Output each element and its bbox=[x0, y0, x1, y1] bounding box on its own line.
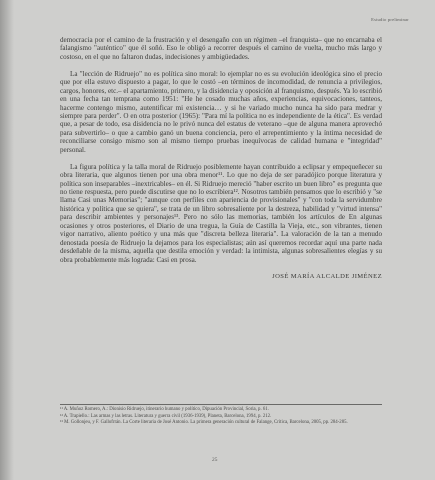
paragraph: democracia por el camino de la frustración y el desengaño con un régimen –el franquista– que no encarnaba el falangismo "auténtico" que él soñó. Eso le obligó a recorrer después el camino de vuelta, mucho más largo y costoso, en el que no faltaron dudas, indecisiones y ambigüedades. bbox=[60, 36, 382, 61]
footnote-rule bbox=[60, 404, 382, 405]
footnote: ¹³ M. Gollonjeu, y F. Gallofrrán. La Corte literaria de José Antonio. La primera generación cultural de Falange, Crítica, Barcelona, 2005, pp. 284-285. bbox=[60, 420, 348, 426]
page-number: 25 bbox=[212, 457, 218, 463]
paragraph: La "lección de Ridruejo" no es política sino moral: lo ejemplar no es su evolución ideológica sino el precio que por ella estuvo dispuesto a pagar, lo que le costó –en términos de incomodidad, de renuncia a privilegios, cargos, honores, etc.– el apartamiento, primero, y la disidencia y oposición al franquismo, después. Ya lo escribió en una fecha tan temprana como 1951: "He he cosado muchas años, experiencias, equivocaciones, tanteos, hacerme contengo mismo, autentificar mi existencia… y si he variado mucho nunca ha sido para medrar y siempre para perder". O en otra posterior (1965): "Para mí la política no es independiente de la ética". Es verdad que, a pesar de todo, esa disidencia no le privó nunca del estatus de veterano –que de alguna manera aprovechó para subvertirlo– o que a cambio ganó un buena conciencia, pero el arrepentimiento y la íntima necesidad de reconciliarse consigo mismo son al mismo tiempo pruebas inequívocas de calidad humana e "integridad" personal. bbox=[60, 69, 382, 154]
main-text bbox=[60, 36, 382, 289]
footnotes bbox=[60, 407, 382, 427]
footnote: ¹² A. Trapiello.: Las armas y las letras. Literatura y guerra civil (1936-1939), Planeta, Barcelona, 1994, p. 212. bbox=[60, 413, 272, 419]
page-gutter-shadow bbox=[0, 0, 14, 480]
author-signature: JOSÉ MARÍA ALCALDE JIMÉNEZ bbox=[272, 272, 382, 280]
footnote: ¹¹ A. Muñoz Romero, A.: Dionisio Ridruejo, itinerario humano y político, Dipuación Provincial, Soria, p. 61. bbox=[60, 407, 269, 412]
paragraph: La figura política y la talla moral de Ridruejo posiblemente hayan contribuido a eclipsar y empequeñecer su obra literaria, que algunos tienen por una obra menor¹¹. Lo que no deja de ser paradójico porque literatura y política son inseparables –inextricables– en él. Si Ridruejo mereció "haber escrito un buen libro" es pregunta que no tiene respuesta, pero puede discutirse que no lo escribiera¹². Nosotros también pensamos que lo escribió y "se llama Casi unas Memorias"; "aunque con perfiles con apariencia de provisionales" y "con toda la servidumbre histórica y política que se quiera", se trata de un libro sobresaliente por la destreza, habilidad y "virtud intensa" para describir ambientes y personajes¹³. Pero no sólo las memorias, también los artículos de En algunas ocasiones y otros posteriores, el Diario de una tregua, la Guía de Castilla la Vieja, etc., son vibrantes, tienen vigor narrativo, aliento poético y una más que "discreta belleza literaria". La valoración de la tan a menudo denostada poesía de Ridruejo la dejamos para los especialistas; aún así queremos recordar aquí una parte nada desdeñable de la misma, aquella que destila emoción y verdad: la intimista, algunas sobresalientes elegías y su obra probablemente más lograda: Casi en prosa. bbox=[60, 162, 382, 264]
running-head: Estudio preliminar bbox=[371, 17, 409, 22]
